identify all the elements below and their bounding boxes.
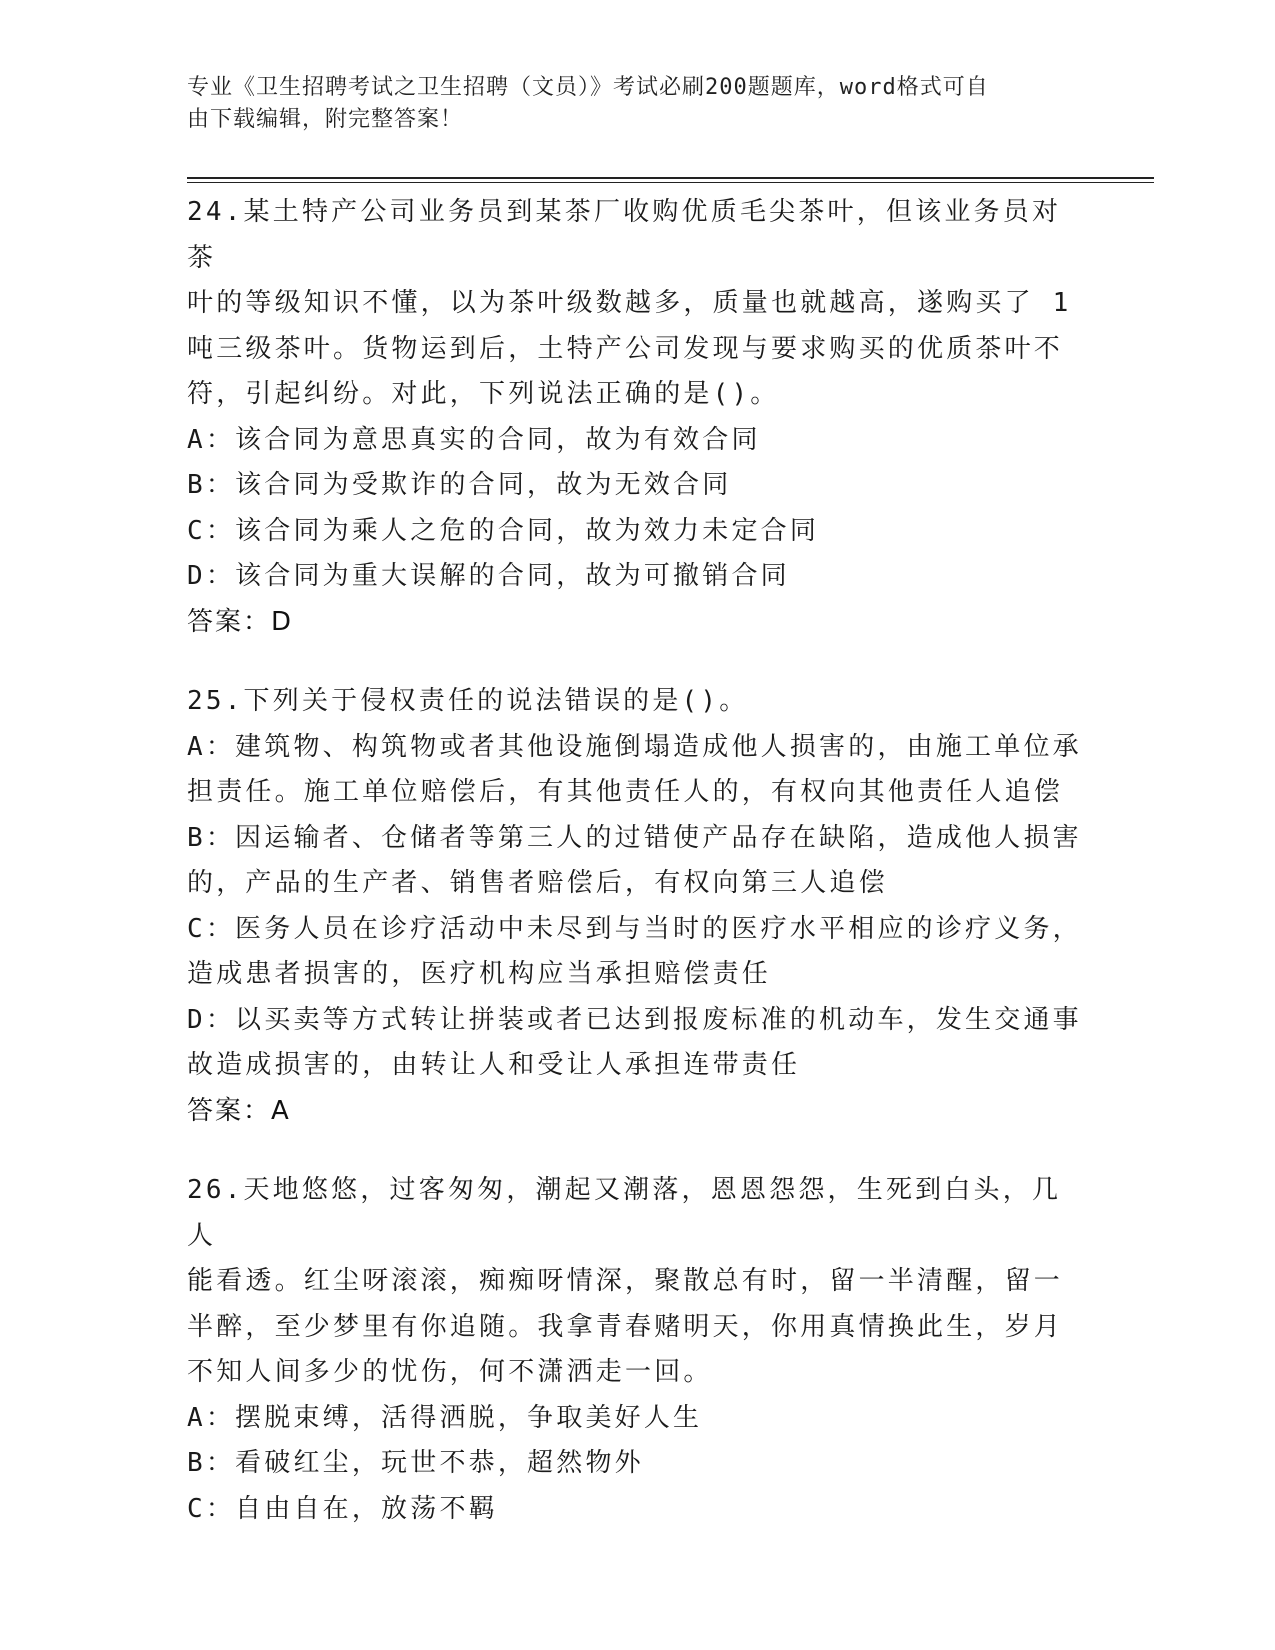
- question-stem-line: 能看透。红尘呀滚滚，痴痴呀情深，聚散总有时，留一半清醒，留一: [187, 1266, 1064, 1296]
- answer-key: 答案：D: [187, 606, 294, 637]
- question-block: [187, 190, 1087, 645]
- answer-option-line: D：以买卖等方式转让拼装或者已达到报废标准的机动车，发生交通事: [187, 1004, 1082, 1035]
- answer-option-line: 造成患者损害的，医疗机构应当承担赔偿责任: [187, 959, 772, 989]
- answer-option-line: 担责任。施工单位赔偿后，有其他责任人的，有权向其他责任人追偿: [187, 777, 1064, 807]
- answer-option-line: B：因运输者、仓储者等第三人的过错使产品存在缺陷，造成他人损害: [187, 822, 1082, 853]
- question-stem-line: 吨三级茶叶。货物运到后，土特产公司发现与要求购买的优质茶叶不: [187, 333, 1064, 364]
- answer-option-line: C：该合同为乘人之危的合同，故为效力未定合同: [187, 515, 820, 546]
- document-header: [187, 72, 1067, 136]
- header-line-1: 专业《卫生招聘考试之卫生招聘（文员）》考试必刷200题题库，word格式可自: [187, 75, 989, 100]
- answer-option-line: A：建筑物、构筑物或者其他设施倒塌造成他人损害的，由施工单位承: [187, 731, 1082, 762]
- question-stem-line: 24.某土特产公司业务员到某茶厂收购优质毛尖茶叶，但该业务员对茶: [187, 197, 1062, 273]
- answer-option-line: A：摆脱束缚，活得洒脱，争取美好人生: [187, 1402, 703, 1433]
- answer-option-line: B：看破红尘，玩世不恭，超然物外: [187, 1448, 644, 1478]
- question-stem-line: 25.下列关于侵权责任的说法错误的是()。: [187, 686, 749, 716]
- answer-option-line: B：该合同为受欺诈的合同，故为无效合同: [187, 470, 732, 500]
- answer-option-line: 的，产品的生产者、销售者赔偿后，有权向第三人追偿: [187, 868, 888, 898]
- question-list: [187, 190, 1087, 1566]
- answer-option-line: 故造成损害的，由转让人和受让人承担连带责任: [187, 1050, 801, 1080]
- answer-option-line: D：该合同为重大误解的合同，故为可撤销合同: [187, 561, 790, 591]
- answer-option-line: C：自由自在，放荡不羁: [187, 1493, 498, 1524]
- question-block: [187, 1168, 1087, 1532]
- answer-option-line: C：医务人员在诊疗活动中未尽到与当时的医疗水平相应的诊疗义务，: [187, 913, 1082, 944]
- question-block: [187, 679, 1087, 1134]
- question-stem-line: 不知人间多少的忧伤，何不潇洒走一回。: [187, 1357, 713, 1387]
- question-stem-line: 叶的等级知识不懂，以为茶叶级数越多，质量也就越高，遂购买了 1: [187, 288, 1072, 318]
- answer-option-line: A：该合同为意思真实的合同，故为有效合同: [187, 424, 761, 455]
- header-divider-thick: [187, 177, 1154, 179]
- question-stem-line: 符，引起纠纷。对此，下列说法正确的是()。: [187, 379, 780, 409]
- answer-key: 答案：A: [187, 1095, 291, 1126]
- question-stem-line: 26.天地悠悠，过客匆匆，潮起又潮落，恩恩怨怨，生死到白头，几人: [187, 1175, 1062, 1251]
- header-line-2: 由下载编辑，附完整答案！: [187, 107, 464, 132]
- header-divider-thin: [187, 182, 1154, 183]
- question-stem-line: 半醉，至少梦里有你追随。我拿青春赌明天，你用真情换此生，岁月: [187, 1311, 1064, 1342]
